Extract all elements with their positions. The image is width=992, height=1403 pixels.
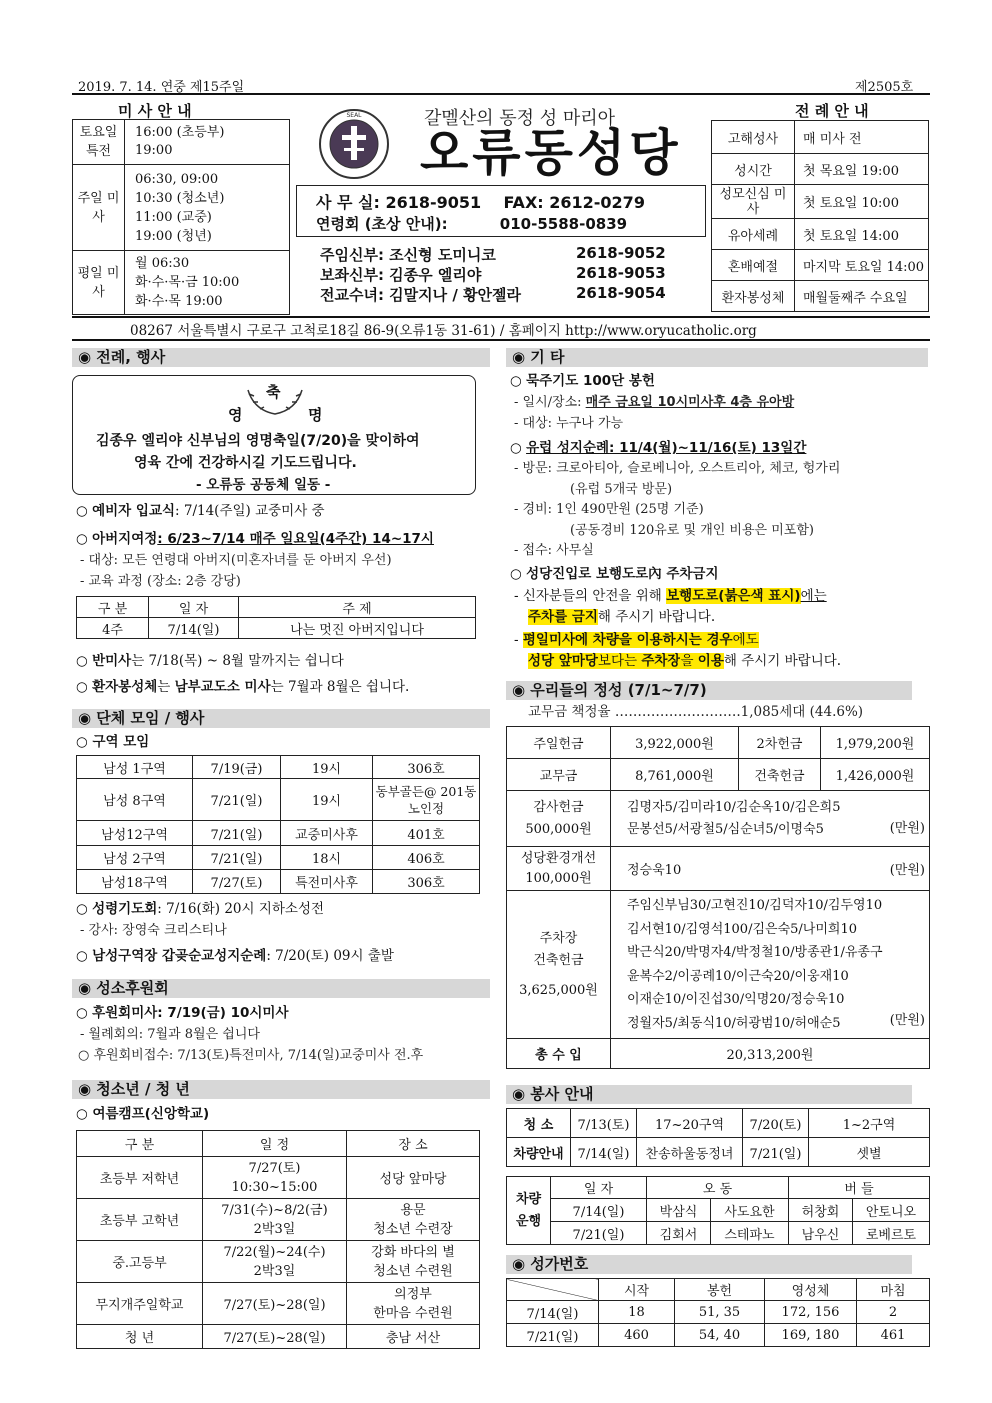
europe-cost: - 경비: 1인 490만원 (25명 기준) [514, 502, 704, 517]
district-title: ○ 구역 모임 [76, 734, 150, 750]
offering-cell: 주임신부님30/고현진10/김덕자10/김두영10 [627, 898, 883, 913]
offering-cell: 건축헌금 [533, 952, 584, 968]
pilgrimage-item: ○ 남성구역장 갑곶순교성지순례: 7/20(토) 09시 출발 [76, 948, 394, 964]
no-parking-item: ○ 성당진입로 보행도로內 주차금지 [510, 566, 719, 582]
clergy-2-phone: 2618-9053 [576, 264, 666, 282]
mass-time: 10:30 (청소년) [135, 190, 225, 206]
offering-cell: 주차장 [539, 930, 578, 946]
offering-cell: 2차헌금 [739, 727, 821, 759]
offering-cell: 1,426,000원 [821, 759, 930, 791]
service-cell: 7/20(토) [743, 1109, 809, 1138]
hymn-cell: 169, 180 [765, 1324, 857, 1347]
parking-text: - 신자분들의 안전을 위해 [514, 588, 667, 604]
pilgrimage-detail: : 7/20(토) 09시 출발 [266, 948, 394, 964]
driving-cell: 허창회 [789, 1199, 853, 1222]
liturgy-label: 유아세례 [712, 219, 795, 250]
camp-cell: 2박3일 [253, 1221, 296, 1237]
service-cell: 17~20구역 [637, 1109, 743, 1138]
rosary-item: ○ 묵주기도 100단 봉헌 [510, 373, 655, 389]
council-phone: 연령회 (초상 안내): 010-5588-0839 [316, 215, 628, 233]
service-cell: 찬송하울동정녀 [637, 1138, 743, 1167]
rosary-when-value: 매주 금요일 10시미사후 4층 유아방 [585, 395, 795, 410]
district-cell: 19시 [281, 779, 373, 821]
district-cell: 특전미사후 [281, 870, 373, 894]
spirit-prayer-detail: : 7/16(화) 20시 지하소성전 [157, 901, 325, 917]
clergy-3-phone: 2618-9054 [576, 284, 666, 302]
parking-highlight: 에도 [732, 632, 759, 648]
camp-cell: 용문 [400, 1202, 426, 1218]
spirit-prayer-item: ○ 성령기도회: 7/16(화) 20시 지하소성전 [76, 901, 325, 917]
clergy-1-phone: 2618-9052 [576, 244, 666, 262]
service-cell: 청 소 [507, 1109, 571, 1138]
driving-label: 차량 운행 [507, 1177, 551, 1245]
camp-cell: 성당 앞마당 [347, 1157, 480, 1199]
parking-text: 해 주시기 바랍니다. [597, 609, 716, 625]
service-cell: 7/21(일) [743, 1138, 809, 1167]
rosary-when [514, 393, 794, 413]
congrats-char-3: 명 [308, 406, 323, 424]
camp-cell: 7/22(월)~24(수) [223, 1244, 326, 1260]
liturgy-title: 전 례 안 내 [795, 102, 869, 120]
parking-notice-1 [514, 585, 827, 607]
driving-cell: 7/14(일) [551, 1199, 647, 1222]
mass-time: 화·수·목 19:00 [135, 294, 223, 309]
driving-cell: 남우신 [789, 1222, 853, 1245]
father-target: - 대상: 모든 연령대 아버지(미혼자녀를 둔 아버지 우선) [80, 553, 392, 568]
sick-communion-mid: 는 [157, 679, 175, 695]
liturgy-label: 성모신심 미사 [712, 185, 795, 219]
father-td: 나는 멋진 아버지입니다 [239, 618, 476, 639]
congrats-msg-2: 영육 간에 건강하시길 기도드립니다. [134, 455, 357, 471]
hymn-cell: 7/21(일) [507, 1324, 599, 1347]
liturgy-value: 첫 토요일 14:00 [795, 219, 929, 250]
father-th: 주 제 [239, 597, 476, 618]
clergy-3: 전교수녀: 김말지나 / 황안젤라 [320, 286, 522, 304]
offering-cell: 3,922,000원 [611, 727, 739, 759]
liturgy-table [711, 120, 929, 312]
issue-date: 2019. 7. 14. 연중 제15주일 [78, 80, 245, 95]
hymn-cell: 2 [857, 1301, 930, 1324]
camp-cell: 청 년 [77, 1325, 203, 1349]
camp-th: 구 분 [77, 1131, 203, 1157]
mass-time: 11:00 (교중) [135, 209, 212, 225]
district-cell: 7/19(금) [193, 756, 281, 779]
district-cell: 306호 [373, 756, 480, 779]
catechumen-detail: : 7/14(주일) 교중미사 중 [175, 503, 325, 519]
offering-cell: 교무금 [507, 759, 611, 791]
hymn-th: 영성체 [765, 1279, 857, 1301]
liturgy-label: 혼배예절 [712, 250, 795, 281]
service-table [506, 1108, 930, 1167]
support-mass-detail: : 7/19(금) 10시미사 [157, 1005, 289, 1021]
mass-time: 화·수·목·금 10:00 [135, 275, 240, 290]
sec-liturgy-title: ◉ 전례, 행사 [72, 348, 490, 367]
sec-youth-title: ◉ 청소년 / 청 년 [72, 1080, 490, 1099]
offering-cell: 정승욱10 [627, 863, 682, 878]
congrats-char-1: 축 [266, 383, 281, 401]
liturgy-value: 마지막 토요일 14:00 [795, 250, 929, 281]
driving-table [506, 1176, 930, 1245]
offering-cell: 문봉선5/서광철5/심순녀5/이명숙5 [627, 821, 824, 837]
sec-etc-title: ◉ 기 타 [506, 348, 928, 367]
parking-notice-3: - 평일미사에 차량을 이용하시는 경우에도 [514, 632, 759, 648]
hymn-table [506, 1278, 930, 1347]
europe-visit-2: (유럽 5개국 방문) [570, 482, 673, 497]
sick-communion-label: 환자봉성체 [92, 679, 158, 695]
sick-communion-item: ○ 환자봉성체는 남부교도소 미사는 7월과 8월은 쉽니다. [76, 679, 410, 695]
hymn-cell: 54, 40 [675, 1324, 765, 1347]
congrats-sign: - 오류동 공동체 일동 - [196, 477, 331, 493]
half-mass-item: ○ 반미사는 7/18(목) ~ 8월 말까지는 쉽니다 [76, 653, 344, 669]
header-rule [72, 93, 930, 95]
support-mass-label: 후원회미사 [92, 1005, 158, 1021]
camp-cell: 7/27(토)~28(일) [203, 1283, 347, 1325]
prison-mass-label: 남부교도소 미사 [174, 679, 271, 695]
district-cell: 동부골든@ 201동 노인정 [373, 779, 480, 821]
office-phone: 사 무 실: 2618-9051 FAX: 2612-0279 [316, 193, 645, 212]
district-cell: 남성 1구역 [77, 756, 193, 779]
total-value: 20,313,200원 [611, 1039, 930, 1069]
address: 08267 서울특별시 구로구 고척로18길 86-9(오류1동 31-61) / 홈페이지 http://www.oryucatholic.org [130, 323, 757, 339]
tithe-rate: 교무금 책정율 ……………………….1,085세대 (44.6%) [528, 704, 864, 720]
parking-highlight: 주차장 [641, 653, 681, 669]
offering-cell: 김명자5/김미라10/김순옥10/김은희5 [627, 799, 841, 815]
service-cell: 7/13(토) [571, 1109, 637, 1138]
spirit-prayer-label: 성령기도회 [92, 901, 158, 917]
rosary-label: 묵주기도 100단 봉헌 [526, 373, 655, 389]
hymn-cell: 51, 35 [675, 1301, 765, 1324]
district-cell: 306호 [373, 870, 480, 894]
liturgy-value: 매 미사 전 [795, 121, 929, 154]
driving-cell: 7/21(일) [551, 1222, 647, 1245]
camp-cell: 강화 바다의 별 [371, 1244, 455, 1260]
mass-time: 월 06:30 [135, 256, 190, 271]
mass-label: 토요일 특전 [73, 120, 125, 165]
hymn-th: 마침 [857, 1279, 930, 1301]
hymn-th: 시작 [599, 1279, 675, 1301]
total-label: 총 수 입 [507, 1039, 611, 1069]
half-mass-label: 반미사 [92, 653, 132, 669]
pilgrimage-label: 남성구역장 갑곶순교성지순례 [92, 948, 267, 964]
offering-cell: 건축헌금 [739, 759, 821, 791]
support-fee: ○ 후원회비접수: 7/13(토)특전미사, 7/14(일)교중미사 전.후 [78, 1048, 424, 1063]
no-parking-label: 성당진입로 보행도로內 주차금지 [526, 566, 719, 582]
mass-table [72, 119, 290, 315]
offering-cell: 주일헌금 [507, 727, 611, 759]
district-cell: 남성12구역 [77, 821, 193, 846]
liturgy-label: 환자봉성체 [712, 281, 795, 312]
camp-cell: 2박3일 [253, 1263, 296, 1279]
service-cell: 1~2구역 [809, 1109, 930, 1138]
congrats-char-2: 영 [228, 406, 243, 424]
camp-cell: 한마음 수련원 [373, 1305, 453, 1321]
offering-cell: 박근식20/박명자4/박정철10/방종관1/유종구 [627, 945, 883, 960]
address-rule-top [72, 316, 930, 318]
camp-cell: 청소년 수련장 [373, 1221, 453, 1237]
mass-label: 평일 미사 [73, 251, 125, 315]
driving-th: 일 자 [551, 1177, 647, 1199]
sec-group-title: ◉ 단체 모임 / 행사 [72, 709, 490, 728]
hymn-th: 봉헌 [675, 1279, 765, 1301]
parking-highlight: 보행도로(붉은색 표시) [666, 588, 801, 604]
clergy-2: 보좌신부: 김종우 엘리야 [320, 266, 482, 284]
offering-cell: 8,761,000원 [611, 759, 739, 791]
summer-camp-title: ○ 여름캠프(신앙학교) [76, 1106, 210, 1122]
driving-cell: 김회서 [647, 1222, 711, 1245]
district-cell: 401호 [373, 821, 480, 846]
sec-offering-title: ◉ 우리들의 정성 (7/1~7/7) [506, 681, 912, 700]
father-item: ○ 아버지여정: 6/23~7/14 매주 일요일(4주간) 14~17시 [76, 531, 434, 547]
mass-time: 16:00 (초등부) [135, 125, 225, 140]
support-monthly: - 월례회의: 7월과 8월은 쉽니다 [80, 1027, 260, 1042]
parking-text: 해 주시기 바랍니다. [723, 653, 842, 669]
driving-cell: 로베르토 [853, 1222, 930, 1245]
parking-notice-4 [528, 650, 841, 672]
offering-unit: (만원) [889, 1012, 925, 1028]
catechumen-label: 예비자 입교식 [92, 503, 176, 519]
district-cell: 7/21(일) [193, 846, 281, 870]
camp-th: 일 정 [203, 1131, 347, 1157]
parking-notice-2 [528, 606, 715, 628]
service-cell: 7/14(일) [571, 1138, 637, 1167]
camp-cell: 무지개주일학교 [77, 1283, 203, 1325]
half-mass-detail: 는 7/18(목) ~ 8월 말까지는 쉽니다 [131, 653, 344, 669]
offering-cell: 이재순10/이진섭30/익명20/정승욱10 [627, 992, 845, 1007]
father-label: 아버지여정 [92, 531, 158, 547]
camp-table [76, 1130, 480, 1349]
hymn-cell: 18 [599, 1301, 675, 1324]
camp-cell: 10:30~15:00 [231, 1179, 318, 1195]
father-th: 구 분 [77, 597, 149, 618]
parking-highlight: 평일미사에 차량을 이용하시는 경우 [522, 632, 733, 648]
offering-cell: 감사헌금 [533, 799, 584, 815]
father-course: - 교육 과정 (장소: 2층 강당) [80, 574, 241, 589]
offering-cell: 100,000원 [525, 870, 592, 886]
spirit-prayer-speaker: - 강사: 장영숙 크리스티나 [80, 923, 227, 938]
district-table [76, 755, 480, 894]
address-rule-bottom [72, 339, 930, 341]
district-cell: 18시 [281, 846, 373, 870]
parish-title: 오류동성당 [420, 124, 682, 182]
service-cell: 셋별 [809, 1138, 930, 1167]
liturgy-label: 성시간 [712, 154, 795, 185]
catechumen-item: ○ 예비자 입교식: 7/14(주일) 교중미사 중 [76, 503, 325, 519]
offering-cell: 500,000원 [525, 821, 592, 837]
service-cell: 차량안내 [507, 1138, 571, 1167]
parking-highlight: 보다는 [597, 653, 642, 669]
rosary-target: - 대상: 누구나 가능 [514, 416, 624, 431]
district-cell: 7/21(일) [193, 779, 281, 821]
mass-title: 미 사 안 내 [118, 102, 192, 120]
camp-cell: 7/31(수)~8/2(금) [221, 1202, 328, 1218]
camp-cell: 초등부 고학년 [77, 1199, 203, 1241]
camp-cell: 중.고등부 [77, 1241, 203, 1283]
driving-th: 버 들 [789, 1177, 930, 1199]
district-cell: 남성18구역 [77, 870, 193, 894]
sick-communion-detail: 는 7월과 8월은 쉽니다. [270, 679, 410, 695]
district-cell: 7/27(토) [193, 870, 281, 894]
parking-text: 에는 [800, 588, 827, 604]
offering-unit: (만원) [889, 863, 925, 878]
parking-highlight: 주차를 금지 [528, 609, 598, 625]
offering-cell: 3,625,000원 [519, 982, 598, 998]
hymn-cell: 7/14(일) [507, 1301, 599, 1324]
father-td: 4주 [77, 618, 149, 639]
offering-unit: (만원) [889, 821, 925, 836]
parking-highlight: 을 [680, 653, 698, 669]
liturgy-value: 첫 토요일 10:00 [795, 185, 929, 219]
liturgy-value: 매월둘째주 수요일 [795, 281, 929, 312]
camp-cell: 7/27(토)~28(일) [203, 1325, 347, 1349]
europe-cost-2: (공동경비 120유로 및 개인 비용은 미포함) [570, 523, 814, 538]
driving-cell: 박삼식 [647, 1199, 711, 1222]
liturgy-value: 첫 목요일 19:00 [795, 154, 929, 185]
father-th: 일 자 [149, 597, 239, 618]
district-cell: 19시 [281, 756, 373, 779]
mass-time: 19:00 (청년) [135, 228, 212, 244]
offering-cell: 정월자5/최동식10/허광범10/허애순5 [627, 1015, 841, 1031]
father-td: 7/14(일) [149, 618, 239, 639]
svg-text:SEAL: SEAL [346, 112, 362, 119]
camp-th: 장 소 [347, 1131, 480, 1157]
camp-cell: 7/27(토) [248, 1160, 301, 1176]
parish-seal [318, 108, 390, 180]
europe-visit: - 방문: 크로아티아, 슬로베니아, 오스트리아, 체코, 헝가리 [514, 461, 841, 476]
europe-item: ○ 유럽 성지순례: 11/4(월)~11/16(토) 13일간 [510, 440, 807, 456]
hymn-corner [507, 1279, 599, 1301]
offering-cell: 성당환경개선 [520, 850, 597, 866]
camp-cell: 초등부 저학년 [77, 1157, 203, 1199]
camp-cell: 청소년 수련원 [373, 1263, 453, 1279]
offering-cell: 1,979,200원 [821, 727, 930, 759]
mass-time: 06:30, 09:00 [135, 171, 219, 187]
camp-cell: 의정부 [394, 1286, 432, 1302]
district-cell: 남성 2구역 [77, 846, 193, 870]
camp-cell: 충남 서산 [347, 1325, 480, 1349]
offering-cell: 윤복수2/이공례10/이근숙20/이웅재10 [627, 968, 849, 984]
liturgy-label: 고해성사 [712, 121, 795, 154]
parking-highlight: 이용 [697, 653, 724, 669]
father-table [76, 596, 476, 639]
parish-subtitle: 갈멜산의 동정 성 마리아 [424, 108, 616, 129]
issue-number: 제2505호 [855, 80, 914, 95]
europe-dates: : 11/4(월)~11/16(토) 13일간 [609, 440, 807, 456]
driving-cell: 사도요한 [711, 1199, 789, 1222]
clergy-1: 주임신부: 조신형 도미니코 [320, 246, 496, 264]
driving-cell: 안토니오 [853, 1199, 930, 1222]
europe-label: 유럽 성지순례 [526, 440, 610, 456]
hymn-cell: 460 [599, 1324, 675, 1347]
hymn-cell: 172, 156 [765, 1301, 857, 1324]
offering-table [506, 726, 930, 1069]
district-cell: 7/21(일) [193, 821, 281, 846]
europe-apply: - 접수: 사무실 [514, 543, 594, 558]
rosary-when-label: - 일시/장소: [514, 395, 586, 410]
driving-th: 오 동 [647, 1177, 789, 1199]
hymn-cell: 461 [857, 1324, 930, 1347]
district-cell: 406호 [373, 846, 480, 870]
sec-hymn-title: ◉ 성가번호 [506, 1255, 912, 1274]
mass-time: 19:00 [135, 143, 173, 158]
district-cell: 남성 8구역 [77, 779, 193, 821]
support-mass-item: ○ 후원회미사: 7/19(금) 10시미사 [76, 1005, 289, 1021]
sec-service-title: ◉ 봉사 안내 [506, 1085, 912, 1104]
mass-label: 주일 미사 [73, 165, 125, 251]
father-detail: : 6/23~7/14 매주 일요일(4주간) 14~17시 [157, 531, 434, 547]
sec-support-title: ◉ 성소후원회 [72, 979, 490, 998]
district-cell: 교중미사후 [281, 821, 373, 846]
offering-cell: 김서현10/김영석100/김은숙5/나미희10 [627, 921, 858, 937]
congrats-msg-1: 김종우 엘리야 신부님의 영명축일(7/20)을 맞이하여 [96, 433, 420, 449]
driving-cell: 스테파노 [711, 1222, 789, 1245]
parking-highlight: 성당 앞마당 [528, 653, 598, 669]
